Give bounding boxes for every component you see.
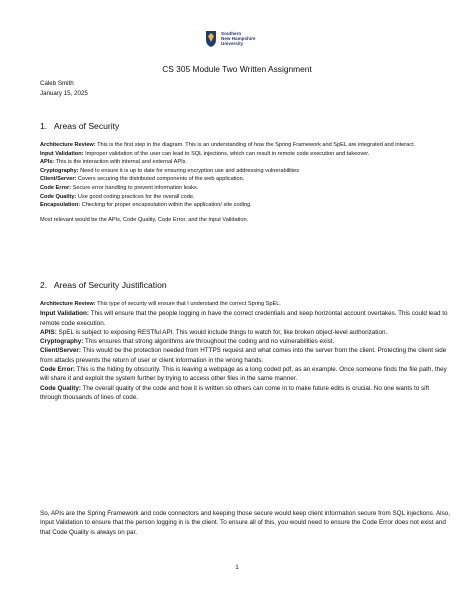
section1-heading	[40, 121, 119, 131]
item-label: Code Error:	[40, 184, 72, 191]
section1-title: Areas of Security	[53, 121, 120, 131]
item-text: This would be the protection needed from HTTPS request and what comes into the server from the client. Protecting the client side from attacks prevents the return of user or client information in the wrong hands.	[40, 347, 447, 364]
section1-item	[40, 141, 450, 150]
section1-item	[40, 201, 450, 210]
section2-item	[40, 346, 450, 365]
section1-summary: Most relevant would be the APIs, Code Quality, Code Error, and the Input Validation.	[40, 217, 249, 224]
section2-item	[40, 328, 450, 337]
item-text: This is the hiding by obscurity. This is leaving a webpage as a long coded pdf, as an example. Once someone finds the file path, they will share it and exploit the system further by trying to access other files in the same manner.	[40, 366, 447, 383]
conclusion-paragraph: So, APIs are the Spring Framework and code connectors and keeping those secure would keep client information secure from SQL injections. Also, Input Validation to ensure that the person logging in is the client. To ensure all of this, you would need to ensure the Code Error does not exist and that Code Quality is always on par.	[40, 510, 450, 536]
item-label: APIs:	[40, 159, 55, 166]
section1-body	[40, 141, 450, 225]
section2-item	[40, 337, 450, 346]
item-label: APIS:	[40, 328, 57, 336]
item-text: This is the first step in the diagram. This is an understanding of how the Spring Framework and SpEL are integrated and interact.	[95, 142, 416, 148]
item-label: Architecture Review:	[40, 142, 96, 148]
logo-line3: University	[221, 41, 244, 47]
item-text: Covers securing the distributed components of the web application.	[76, 176, 245, 183]
logo-wordmark	[221, 31, 255, 47]
logo-line2: New Hampshire	[221, 36, 256, 42]
document-meta	[40, 79, 88, 99]
page-number: 1	[235, 565, 239, 571]
section1-number: 1.	[40, 121, 48, 131]
shield-icon	[205, 30, 217, 48]
university-logo	[205, 30, 285, 52]
section2-number: 2.	[40, 280, 48, 290]
section1-item	[40, 184, 450, 193]
item-text: Checking for proper encapsulation within the application/ site coding.	[80, 202, 252, 209]
item-label: Client/Server:	[40, 176, 77, 183]
item-text: Use good coding practices for the overall code.	[76, 193, 195, 200]
section1-item	[40, 175, 450, 184]
section2-item	[40, 300, 450, 309]
section2-item	[40, 309, 450, 328]
section2-title: Areas of Security Justification	[53, 280, 167, 290]
section1-item	[40, 158, 450, 167]
item-label: Cryptography:	[40, 338, 84, 346]
item-label: Code Quality:	[40, 193, 77, 200]
item-text: Secure error handling to prevent information leaks.	[71, 184, 199, 191]
item-label: Input Validation:	[40, 310, 89, 318]
item-label: Encapsulation:	[40, 202, 81, 209]
item-label: Code Quality:	[40, 384, 81, 392]
item-text: This ensures that strong algorithms are throughout the coding and no vulnerabilities exist.	[83, 338, 335, 346]
section1-item	[40, 193, 450, 202]
section2-heading	[40, 280, 167, 290]
logo-line1: Southern	[221, 31, 242, 36]
item-label: Code Error:	[40, 366, 75, 374]
item-text: Improper validation of the user can lead to SQL injections, which can result in remote code execution and takeover.	[83, 150, 370, 157]
item-text: This will ensure that the people logging in have the correct credentials and keep horizontal account overtakes. This could lead to remote code execution.	[40, 310, 448, 327]
item-text: The overall quality of the code and how it is written so others can come in to make future edits is crucial. No one wants to sift through thousands of lines of code.	[40, 384, 430, 401]
document-title: CS 305 Module Two Written Assignment	[162, 64, 312, 74]
item-text: SpEL is subject to exposing RESTful API. This would include things to watch for, like broken object-level authorization.	[56, 328, 388, 336]
section1-item	[40, 150, 450, 159]
item-label: Cryptography:	[40, 167, 79, 174]
item-text: This is the interaction with internal and external APIs.	[54, 159, 187, 166]
section2-item	[40, 384, 450, 403]
document-date: January 15, 2025	[40, 90, 88, 97]
author-name: Caleb Smith	[40, 80, 74, 87]
item-text: Need to ensure it is up to date for ensuring encryption use and addressing vulnerabilities	[78, 167, 300, 174]
item-label: Architecture Review:	[40, 301, 96, 307]
section2-item	[40, 365, 450, 384]
section2-body	[40, 300, 450, 402]
item-label: Client/Server:	[40, 347, 81, 355]
section1-item	[40, 167, 450, 176]
item-label: Input Validation:	[40, 150, 84, 157]
item-text: This type of security will ensure that I understand the correct Spring SpEL.	[95, 301, 281, 307]
